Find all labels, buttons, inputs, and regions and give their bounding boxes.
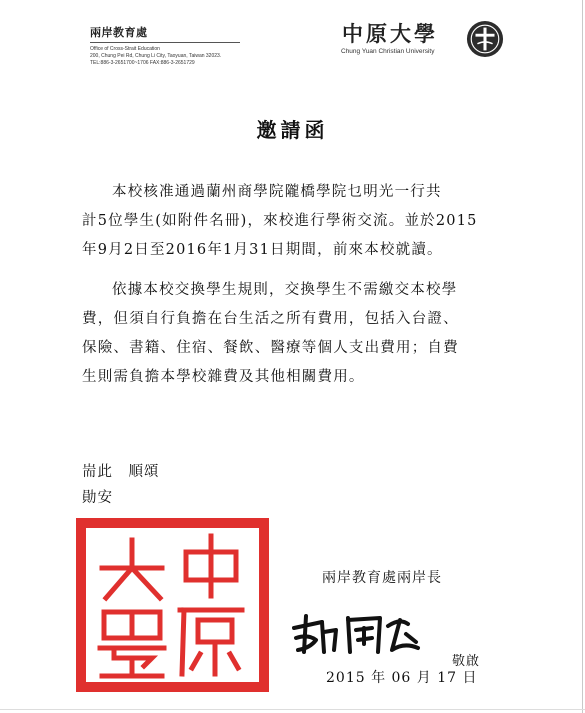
office-info-line: TEL:886-3-2651700~1706 FAX:886-3-2651729 bbox=[90, 60, 195, 66]
letter-body bbox=[82, 178, 522, 392]
body-line: 年9月2日至2016年1月31日期間，前來本校就讀。 bbox=[82, 242, 443, 258]
office-info bbox=[90, 46, 221, 67]
page-edge bbox=[582, 0, 583, 713]
handwritten-signature bbox=[288, 608, 438, 658]
university-name: 中原大學 bbox=[342, 21, 438, 46]
university-english-name: Chung Yuan Christian University bbox=[341, 48, 435, 55]
body-line: 本校核准通過蘭州商學院隴橋學院乜明光一行共 bbox=[112, 184, 442, 200]
office-name: 兩岸教育處 bbox=[90, 26, 148, 39]
page-bottom-edge bbox=[0, 709, 585, 710]
office-info-line: 200, Chung Pei Rd, Chung Li City, Taoyuan, Taiwan 32023. bbox=[90, 53, 222, 59]
document-title: 邀請函 bbox=[256, 118, 329, 142]
body-line: 保險、書籍、住宿、餐飲、醫療等個人支出費用；自費 bbox=[82, 340, 459, 356]
body-line: 依據本校交換學生規則，交換學生不需繳交本校學 bbox=[112, 282, 458, 298]
signatory-title: 兩岸教育處兩岸長 bbox=[322, 570, 442, 586]
closing-line: 勛安 bbox=[82, 490, 113, 506]
letterhead-divider bbox=[90, 42, 240, 43]
closing-salutation bbox=[82, 459, 160, 511]
red-seal-stamp-icon bbox=[74, 516, 271, 694]
closing-line: 耑此 順頌 bbox=[82, 464, 160, 480]
letter-date: 2015 年 06 月 17 日 bbox=[326, 670, 478, 686]
closing-respect: 敬啟 bbox=[452, 654, 481, 669]
body-line: 計5位學生(如附件名冊)，來校進行學術交流。並於2015 bbox=[82, 213, 478, 229]
body-line: 費，但須自行負擔在台生活之所有費用，包括入台證、 bbox=[82, 311, 459, 327]
paragraph-gap bbox=[82, 265, 522, 276]
office-info-line: Office of Cross-Strait Education bbox=[90, 46, 160, 52]
body-line: 生則需負擔本學校雜費及其他相關費用。 bbox=[82, 369, 365, 385]
cycu-cross-emblem-icon bbox=[466, 20, 504, 58]
